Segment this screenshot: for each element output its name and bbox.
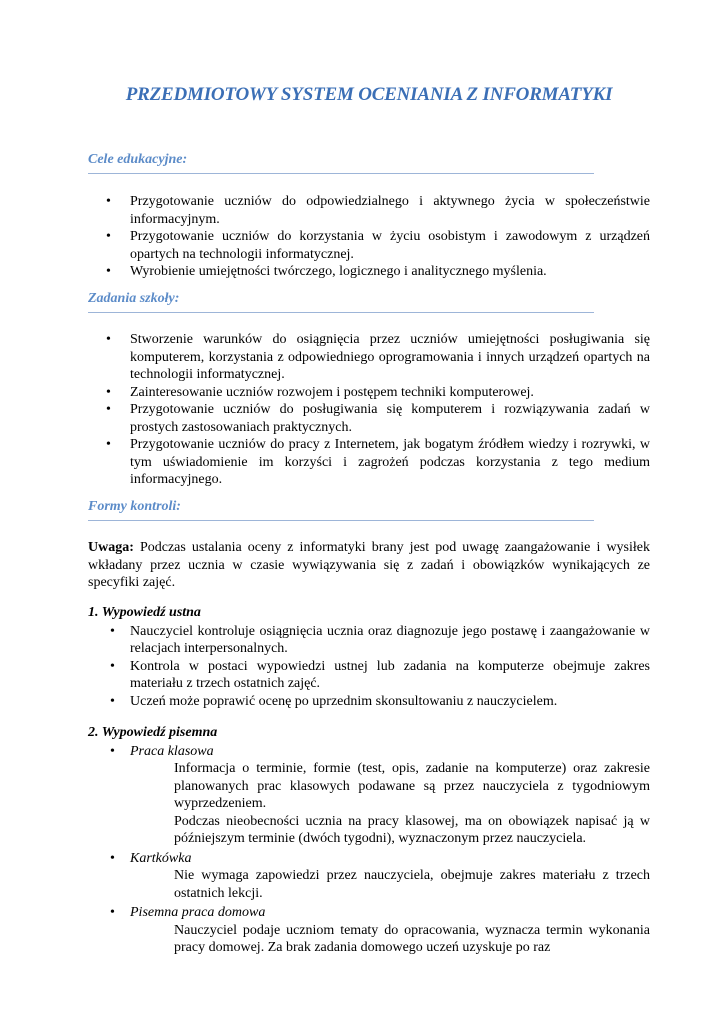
written-section — [88, 724, 650, 957]
list-item: • Zainteresowanie uczniów rozwojem i postępem techniki komputerowej. — [106, 384, 534, 400]
bullet-icon: • — [110, 743, 115, 759]
bullet-icon: • — [106, 229, 111, 244]
item-label: Pisemna praca domowa — [130, 905, 266, 920]
list-item: • Pisemna praca domowa Nauczyciel podaje uczniom tematy do opracowania, wyznacza termin wykonania pracy domowej. Za brak zadania domowego uczeń uzyskuje po raz — [110, 905, 650, 955]
list-item: • Stworzenie warunków do osiągnięcia przez uczniów umiejętności posługiwania się komputerem, korzystania z odpowiedniego oprogramowania i innych urządzeń opartych na technologii informatycznej. — [106, 332, 650, 382]
list-item: • Przygotowanie uczniów do odpowiedzialnego i aktywnego życia w społeczeństwie informacyjnym. — [106, 194, 650, 227]
list-item: • Wyrobienie umiejętności twórczego, logicznego i analitycznego myślenia. — [106, 264, 547, 279]
document-title: PRZEDMIOTOWY SYSTEM OCENIANIA Z INFORMATYKI — [125, 84, 613, 105]
list-item: • Nauczyciel kontroluje osiągnięcia ucznia oraz diagnozuje jego postawę i zaangażowanie w relacjach interpersonalnych. — [110, 623, 650, 656]
written-title: 2. Wypowiedź pisemna — [88, 725, 218, 740]
goals-list — [88, 193, 650, 281]
list-item: • Przygotowanie uczniów do pracy z Internetem, jak bogatym źródłem wiedzy i rozrywki, w tym uświadomienie im korzyści i zagrożeń podczas korzystania z tego medium informacyjnego. — [106, 437, 650, 487]
list-item: • Przygotowanie uczniów do korzystania w życiu osobistym i zawodowym z urządzeń opartych na technologii informatycznej. — [106, 229, 650, 262]
bullet-icon: • — [106, 332, 111, 347]
bullet-icon: • — [106, 194, 111, 209]
list-item: • Uczeń może poprawić ocenę po uprzednim skonsultowaniu z nauczycielem. — [110, 693, 558, 709]
section-heading-goals: Cele edukacyjne: — [88, 151, 594, 174]
bullet-icon: • — [110, 658, 115, 674]
item-label: Kartkówka — [130, 850, 192, 866]
item-label: Praca klasowa — [130, 743, 214, 759]
list-item: • Kontrola w postaci wypowiedzi ustnej lub zadania na komputerze obejmuje zakres materiału z trzech ostatnich zajęć. — [110, 658, 650, 691]
list-item: • Przygotowanie uczniów do posługiwania się komputerem i rozwiązywania zadań w prostych zastosowaniach praktycznych. — [106, 402, 650, 435]
bullet-icon: • — [106, 402, 111, 417]
tasks-list — [88, 331, 650, 489]
bullet-icon: • — [110, 693, 115, 709]
bullet-icon: • — [110, 623, 115, 639]
oral-title: 1. Wypowiedź ustna — [88, 605, 201, 620]
note-label: Uwaga: — [88, 540, 134, 555]
list-item: • Kartkówka Nie wymaga zapowiedzi przez nauczyciela, obejmuje zakres materiału z trzech ostatnich lekcji. — [110, 850, 650, 901]
note-text: Podczas ustalania oceny z informatyki brany jest pod uwagę zaangażowanie i wysiłek wkładany przez ucznia w czasie wywiązywania się z zadań i obowiązków wynikających ze specyfiki zajęć. — [88, 540, 650, 590]
bullet-icon: • — [110, 850, 115, 866]
section-heading-assessment: Formy kontroli: — [88, 498, 594, 521]
section-heading-tasks: Zadania szkoły: — [88, 290, 594, 313]
oral-section — [88, 604, 650, 710]
bullet-icon: • — [106, 264, 111, 279]
bullet-icon: • — [106, 437, 111, 452]
assessment-note — [88, 539, 650, 592]
bullet-icon: • — [106, 384, 111, 400]
bullet-icon: • — [110, 905, 115, 920]
list-item: • Praca klasowa Informacja o terminie, formie (test, opis, zadanie na komputerze) oraz zakresie planowanych prac klasowych podawane są przez nauczyciela z tygodniowym wyprzedzeniem. Podczas nieobecności ucznia na pracy klasowej, ma on obowiązek napisać ją w późniejszym terminie (dwóch tygodni), wyznaczonym przez nauczyciela. — [110, 743, 650, 846]
